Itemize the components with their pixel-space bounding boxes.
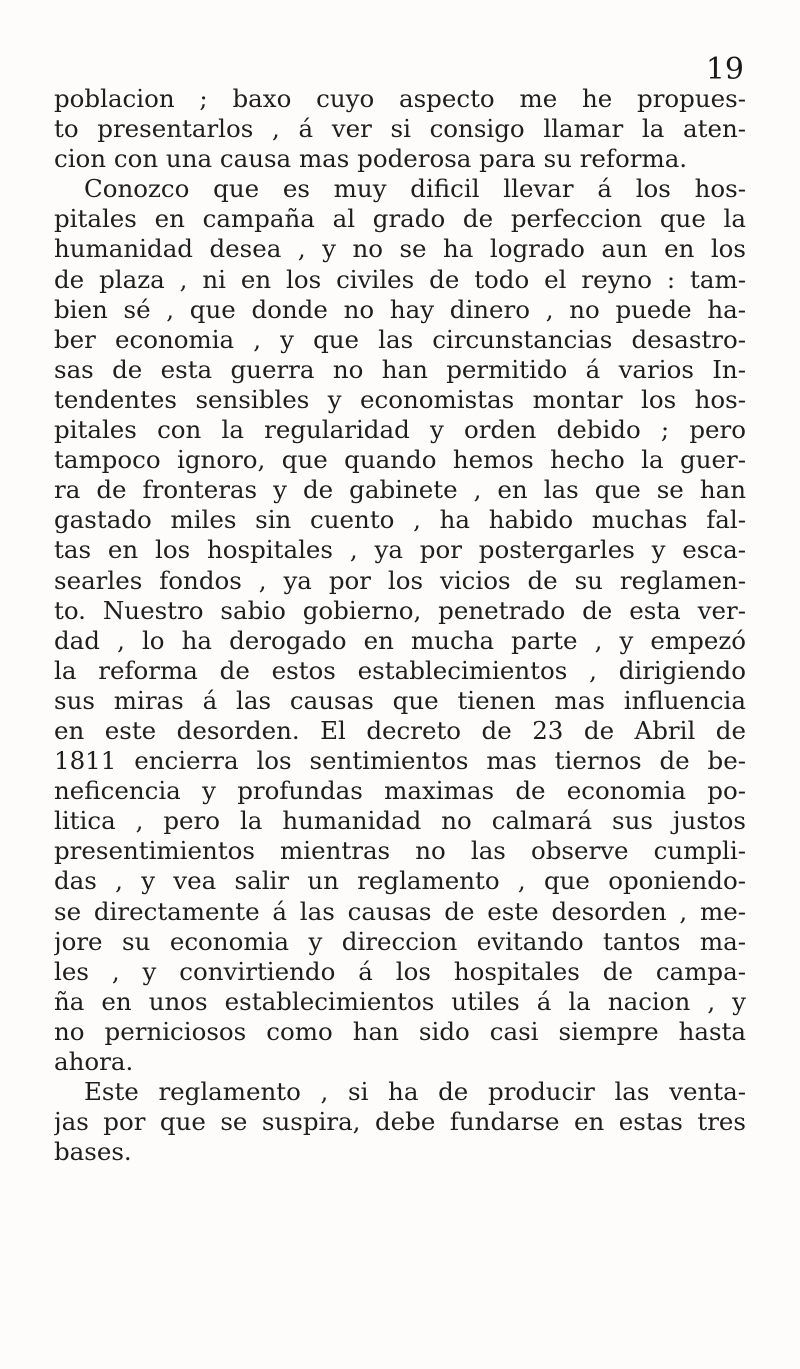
text-line: litica , pero la humanidad no calmará sus justos — [54, 806, 746, 836]
body-text — [54, 84, 746, 1167]
text-line: searles fondos , ya por los vicios de su reglamen- — [54, 565, 746, 595]
text-line: gastado miles sin cuento , ha habido muchas fal- — [54, 505, 746, 535]
text-line: to presentarlos , á ver si consigo llamar la aten- — [54, 114, 746, 144]
text-line: ña en unos establecimientos utiles á la nacion , y — [54, 986, 746, 1016]
text-line: neficencia y profundas maximas de economia po- — [54, 776, 746, 806]
text-line: tas en los hospitales , ya por postergarles y esca- — [54, 535, 746, 565]
page-number: 19 — [705, 52, 744, 87]
text-line: humanidad desea , y no se ha logrado aun en los — [54, 234, 746, 264]
text-line: Este reglamento , si ha de producir las venta- — [84, 1077, 746, 1107]
text-line: en este desorden. El decreto de 23 de Abril de — [54, 715, 746, 745]
text-line: no perniciosos como han sido casi siempre hasta — [54, 1016, 746, 1046]
text-line: to. Nuestro sabio gobierno, penetrado de esta ver- — [54, 595, 746, 625]
text-line: les , y convirtiendo á los hospitales de campa- — [54, 956, 746, 986]
text-line: de plaza , ni en los civiles de todo el reyno : tam- — [54, 264, 746, 294]
text-line: jore su economia y direccion evitando tantos ma- — [54, 926, 746, 956]
text-line: se directamente á las causas de este desorden , me- — [54, 896, 746, 926]
text-line: jas por que se suspira, debe fundarse en estas tres — [54, 1107, 746, 1137]
text-line: la reforma de estos establecimientos , dirigiendo — [54, 655, 746, 685]
text-line: tendentes sensibles y economistas montar los hos- — [54, 384, 746, 414]
text-line: das , y vea salir un reglamento , que oponiendo- — [54, 866, 746, 896]
text-line: ra de fronteras y de gabinete , en las que se han — [54, 475, 746, 505]
text-line: cion con una causa mas poderosa para su reforma. — [54, 144, 688, 174]
text-line: presentimientos mientras no las observe cumpli- — [54, 836, 746, 866]
text-line: poblacion ; baxo cuyo aspecto me he propues- — [54, 84, 746, 113]
text-line: ahora. — [54, 1047, 134, 1076]
text-line: bien sé , que donde no hay dinero , no puede ha- — [54, 294, 746, 324]
text-line: sas de esta guerra no han permitido á varios In- — [54, 354, 746, 384]
text-line: bases. — [54, 1137, 132, 1167]
text-line: sus miras á las causas que tienen mas influencia — [54, 685, 746, 715]
text-line: pitales en campaña al grado de perfeccion que la — [54, 204, 746, 234]
text-line: Conozco que es muy dificil llevar á los hos- — [84, 174, 746, 204]
text-line: 1811 encierra los sentimientos mas tiernos de be- — [54, 746, 746, 776]
text-line: tampoco ignoro, que quando hemos hecho la guer- — [54, 445, 746, 475]
text-line: dad , lo ha derogado en mucha parte , y empezó — [54, 625, 746, 655]
text-line: ber economia , y que las circunstancias desastro- — [54, 324, 746, 354]
text-line: pitales con la regularidad y orden debido ; pero — [54, 415, 746, 445]
